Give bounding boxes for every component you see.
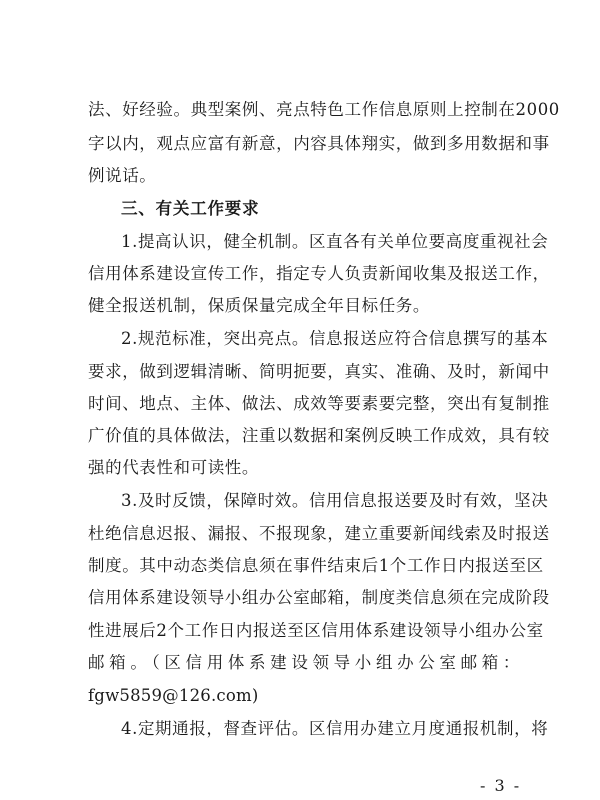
item-3-line-5: 性进展后2个工作日内报送至区信用体系建设领导小组办公室	[88, 621, 544, 640]
email-address: fgw5859@126.com)	[88, 686, 259, 705]
section-heading: 三、有关工作要求	[121, 199, 260, 218]
item-1-line-2: 信用体系建设宣传工作，指定专人负责新闻收集及报送工作，	[88, 264, 550, 283]
item-2-line-1: 2.规范标准，突出亮点。信息报送应符合信息撰写的基本	[121, 329, 549, 348]
item-2-line-2: 要求，做到逻辑清晰、简明扼要，真实、准确、及时，新闻中	[88, 362, 550, 381]
item-1-line-1: 1.提高认识，健全机制。区直各有关单位要高度重视社会	[121, 232, 549, 251]
item-3-line-3: 制度。其中动态类信息须在事件结束后1个工作日内报送至区	[88, 556, 544, 575]
body-line-3: 例说话。	[88, 166, 157, 185]
item-2-line-3: 时间、地点、主体、做法、成效等要素要完整，突出有复制推	[88, 394, 550, 413]
item-3-line-4: 信用体系建设领导小组办公室邮箱，制度类信息须在完成阶段	[88, 588, 550, 607]
item-1-line-3: 健全报送机制，保质保量完成全年目标任务。	[88, 296, 430, 315]
page-number: - 3 -	[480, 776, 522, 795]
item-3-line-1: 3.及时反馈，保障时效。信用信息报送要及时有效，坚决	[121, 491, 549, 510]
item-2-line-5: 强的代表性和可读性。	[88, 458, 259, 477]
body-line-2: 字以内，观点应富有新意，内容具体翔实，做到多用数据和事	[88, 134, 550, 153]
item-2-line-4: 广价值的具体做法，注重以数据和案例反映工作成效，具有较	[88, 426, 550, 445]
body-line-1: 法、好经验。典型案例、亮点特色工作信息原则上控制在2000	[88, 100, 560, 119]
item-3-line-2: 杜绝信息迟报、漏报、不报现象，建立重要新闻线索及时报送	[88, 524, 550, 543]
item-3-line-6: 邮箱。（区信用体系建设领导小组办公室邮箱：	[88, 653, 520, 672]
item-4-line-1: 4.定期通报，督查评估。区信用办建立月度通报机制，将	[121, 719, 549, 738]
